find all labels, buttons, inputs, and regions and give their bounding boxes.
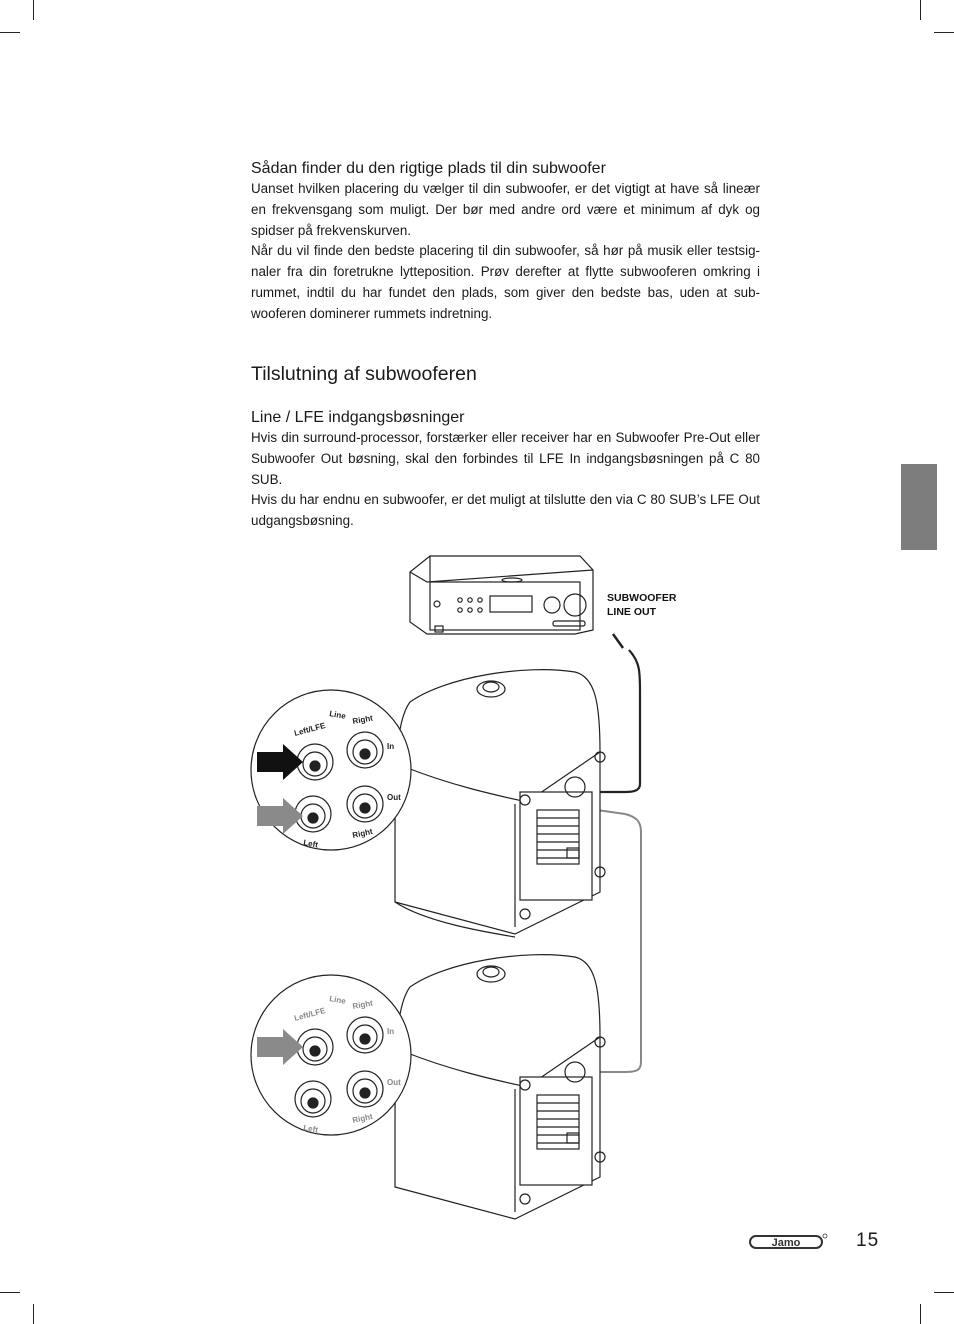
- jack-label: Left/LFE: [293, 720, 327, 738]
- paragraph: Hvis du har endnu en subwoofer, er det muligt at tilslutte den via C 80 SUB’s LFE Out udgangsbøsning.: [251, 492, 760, 529]
- jack-label: Right: [351, 1111, 374, 1125]
- crop-mark: [33, 1304, 34, 1324]
- jack-label: Right: [351, 713, 374, 726]
- receiver-label: SUBWOOFER: [607, 592, 677, 604]
- paragraph: Når du vil finde den bedste placering til din subwoofer, så hør på musik eller testsig-naler fra din foretrukne lytteposition. Prøv derefter at flytte subwooferen omkring i rummet, indtil du har fundet den plads, som giver den bedste bas, uden at sub-wooferen dominerer rummets indretning.: [251, 243, 760, 321]
- jack-label: Right: [351, 998, 374, 1011]
- crop-mark: [920, 0, 921, 20]
- subwoofer-bottom-illustration: [395, 955, 605, 1219]
- section-heading: Sådan finder du den rigtige plads til din subwoofer: [251, 160, 606, 177]
- jack-label: Out: [387, 1078, 401, 1087]
- crop-mark: [0, 1292, 20, 1293]
- jack-label: Line: [328, 994, 347, 1006]
- crop-mark: [920, 1304, 921, 1324]
- crop-mark: [0, 32, 20, 33]
- jack-label: Out: [387, 793, 401, 802]
- section-connection: [251, 407, 760, 532]
- connection-diagram: [245, 552, 677, 1222]
- section-heading: Line / LFE indgangsbøsninger: [251, 409, 465, 426]
- jack-label: Left/LFE: [293, 1005, 327, 1023]
- main-content: [251, 155, 760, 529]
- subwoofer-top-illustration: [395, 670, 605, 937]
- crop-mark: [33, 0, 34, 20]
- jack-label: In: [387, 1027, 395, 1036]
- svg-text:Jamo: Jamo: [771, 1237, 801, 1249]
- jack-label: Line: [328, 709, 347, 721]
- jack-label: Left: [302, 838, 319, 850]
- receiver-label: LINE OUT: [607, 606, 656, 618]
- jack-label: Right: [351, 826, 374, 840]
- language-tab: [901, 464, 937, 550]
- jack-label: In: [387, 742, 395, 751]
- receiver-illustration: [410, 556, 593, 634]
- page-title: Tilslutning af subwooferen: [251, 363, 477, 385]
- paragraph: Hvis din surround-processor, forstærker eller receiver har en Subwoofer Pre-Out eller Subwoofer Out bøsning, skal den forbindes til LFE In indgangsbøsningen på C 80 SUB.: [251, 430, 760, 487]
- jamo-logo: [750, 1230, 828, 1252]
- page-number: 15: [856, 1230, 880, 1251]
- crop-mark: [934, 1292, 954, 1293]
- paragraph: Uanset hvilken placering du vælger til din subwoofer, er det vigtigt at have så lineær en frekvensgang som muligt. Der bør med andre ord være et minimum af dyk og spidser på frekvenskurven.: [251, 181, 760, 238]
- crop-mark: [934, 32, 954, 33]
- jack-label: Left: [302, 1123, 319, 1135]
